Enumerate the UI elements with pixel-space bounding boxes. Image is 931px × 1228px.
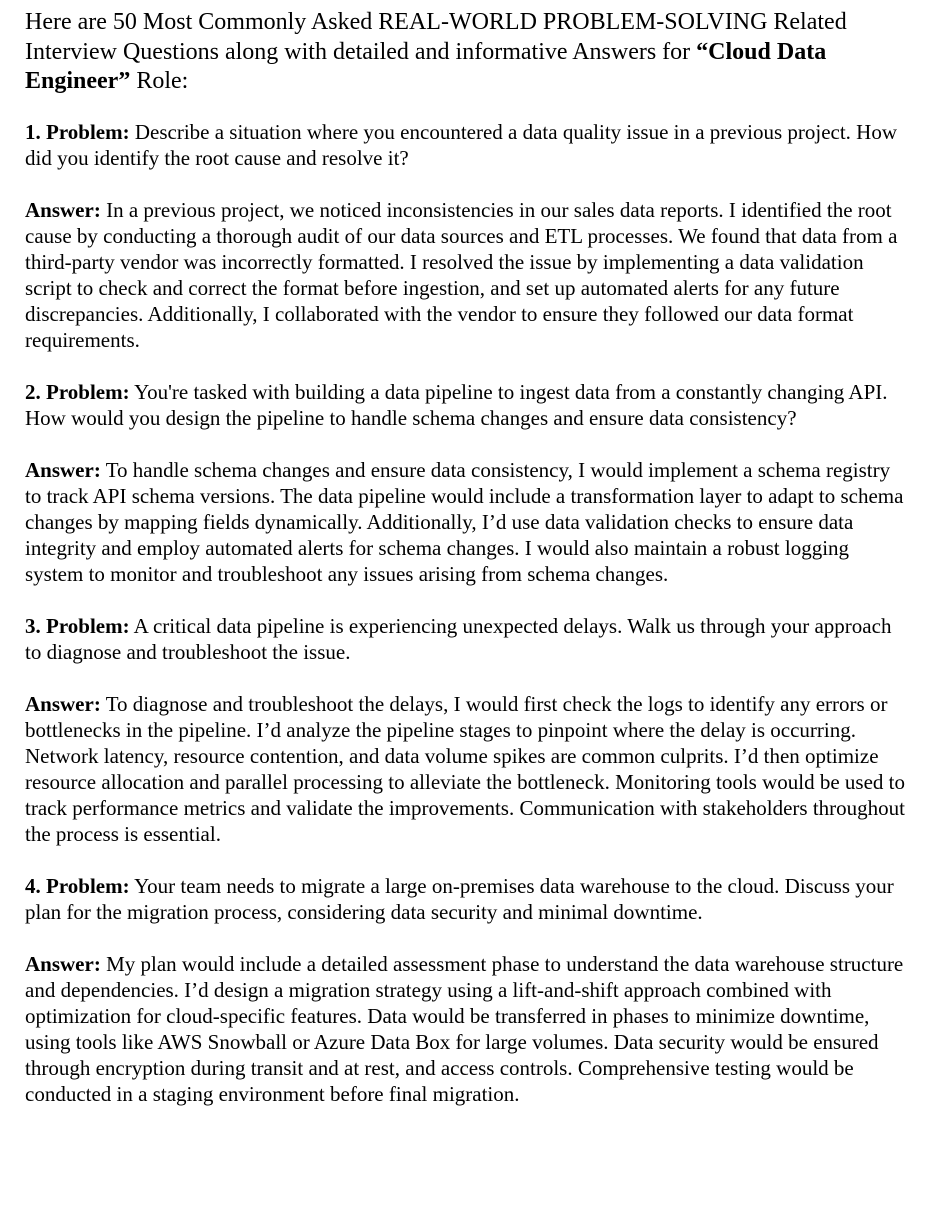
answer-4 [25, 951, 911, 1107]
problem-3 [25, 613, 911, 665]
problem-label: 3. Problem: [25, 613, 130, 638]
intro-tail: Role: [130, 68, 189, 94]
answer-label: Answer: [25, 691, 101, 716]
intro-role: “Cloud Data Engineer” [25, 38, 827, 94]
answer-text: To handle schema changes and ensure data consistency, I would implement a schema registry to track API schema versions. The data pipeline would include a transformation layer to adapt to schema changes by mapping fields dynamically. Additionally, I’d use data validation checks to ensure data integrity and employ automated alerts for schema changes. I would also maintain a robust logging system to monitor and troubleshoot any issues arising from schema changes. [25, 457, 904, 586]
problem-4 [25, 873, 911, 925]
answer-label: Answer: [25, 197, 101, 222]
answer-label: Answer: [25, 951, 101, 976]
problem-text: Your team needs to migrate a large on-premises data warehouse to the cloud. Discuss your plan for the migration process, considering data security and minimal downtime. [25, 873, 894, 924]
problem-text: You're tasked with building a data pipeline to ingest data from a constantly changing API. How would you design the pipeline to handle schema changes and ensure data consistency? [25, 379, 888, 430]
problem-text: Describe a situation where you encountered a data quality issue in a previous project. How did you identify the root cause and resolve it? [25, 119, 898, 170]
intro-paragraph [25, 8, 911, 97]
answer-1 [25, 197, 911, 353]
intro-lead: Here are 50 Most Commonly Asked REAL-WORLD PROBLEM-SOLVING Related Interview Questions along with detailed and informative Answers for [25, 9, 847, 65]
problem-label: 1. Problem: [25, 119, 130, 144]
problem-label: 4. Problem: [25, 873, 130, 898]
answer-3 [25, 691, 911, 847]
problem-text: A critical data pipeline is experiencing unexpected delays. Walk us through your approach to diagnose and troubleshoot the issue. [25, 613, 892, 664]
answer-text: My plan would include a detailed assessment phase to understand the data warehouse structure and dependencies. I’d design a migration strategy using a lift-and-shift approach combined with optimization for cloud-specific features. Data would be transferred in phases to minimize downtime, using tools like AWS Snowball or Azure Data Box for large volumes. Data security would be ensured through encryption during transit and at rest, and access controls. Comprehensive testing would be conducted in a staging environment before final migration. [25, 951, 904, 1106]
answer-label: Answer: [25, 457, 101, 482]
answer-2 [25, 457, 911, 587]
problem-label: 2. Problem: [25, 379, 130, 404]
problem-2 [25, 379, 911, 431]
answer-text: To diagnose and troubleshoot the delays, I would first check the logs to identify any errors or bottlenecks in the pipeline. I’d analyze the pipeline stages to pinpoint where the delay is occurring. Network latency, resource contention, and data volume spikes are common culprits. I’d then optimize resource allocation and parallel processing to alleviate the bottleneck. Monitoring tools would be used to track performance metrics and validate the improvements. Communication with stakeholders throughout the process is essential. [25, 691, 906, 846]
answer-text: In a previous project, we noticed inconsistencies in our sales data reports. I identified the root cause by conducting a thorough audit of our data sources and ETL processes. We found that data from a third-party vendor was incorrectly formatted. I resolved the issue by implementing a data validation script to check and correct the format before ingestion, and set up automated alerts for any future discrepancies. Additionally, I collaborated with the vendor to ensure they followed our data format requirements. [25, 197, 898, 352]
problem-1 [25, 119, 911, 171]
